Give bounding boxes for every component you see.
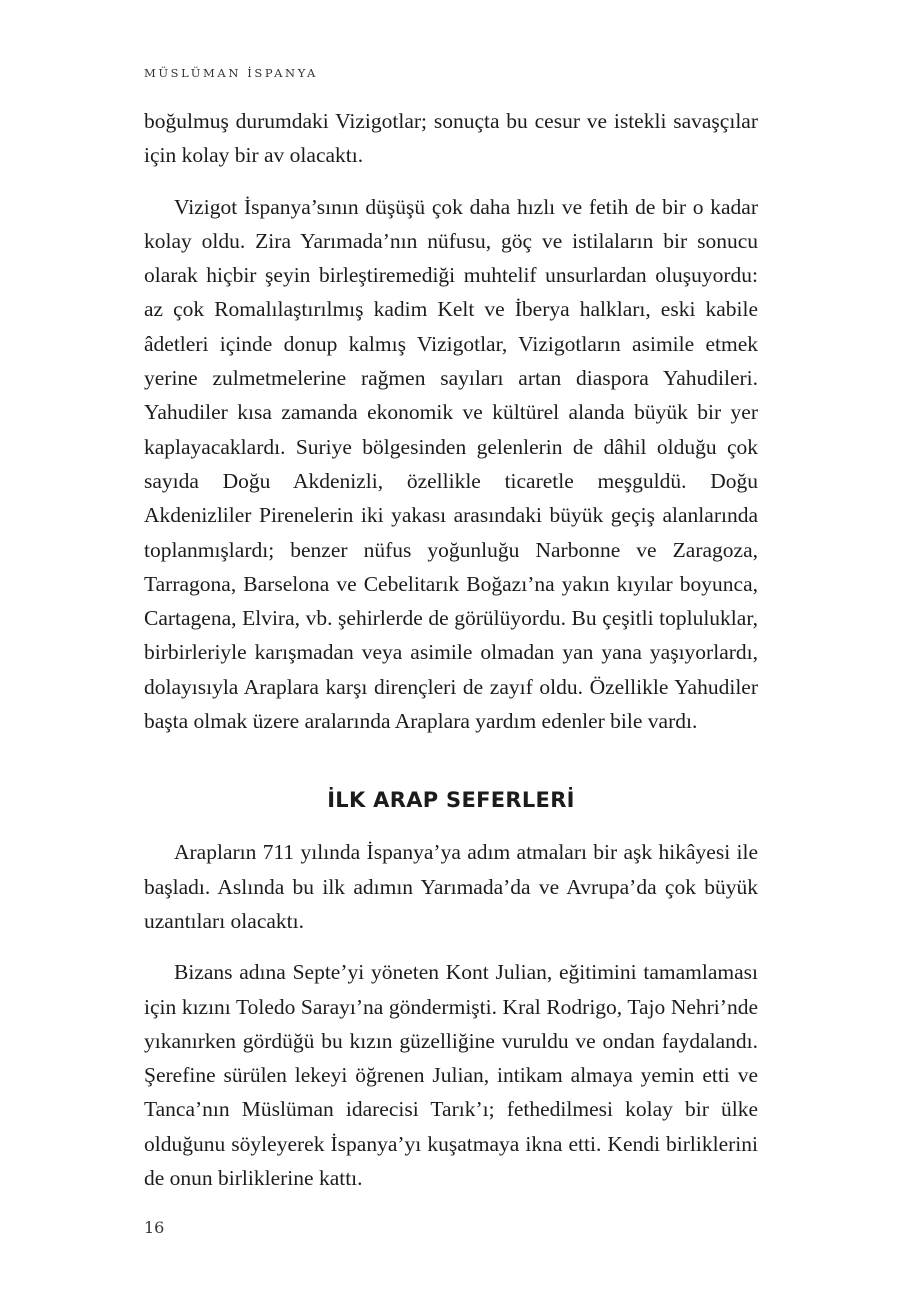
paragraph: Bizans adına Septe’yi yöneten Kont Julian, eğitimini tamamlaması için kızını Toledo Sarayı’na göndermişti. Kral Rodrigo, Tajo Nehri’nde yıkanırken gördüğü bu kızın güzelliğine vuruldu ve ondan faydalandı. Şerefine sürülen lekeyi öğrenen Julian, intikam almaya yemin etti ve Tanca’nın Müslüman idarecisi Tarık’ı; fethedilmesi kolay bir ülke olduğunu söyleyerek İspanya’yı kuşatmaya ikna etti. Kendi birliklerini de onun birliklerine kattı. <box>144 960 758 1191</box>
page-body <box>144 104 758 1195</box>
section-heading: İLK ARAP SEFERLERİ <box>327 788 575 813</box>
page-number: 16 <box>144 1218 165 1237</box>
paragraph-continuation: boğulmuş durumdaki Vizigotlar; sonuçta bu cesur ve istekli savaşçılar için kolay bir av olacaktı. <box>144 109 758 168</box>
paragraph: Vizigot İspanya’sının düşüşü çok daha hızlı ve fetih de bir o kadar kolay oldu. Zira Yarımada’nın nüfusu, göç ve istilaların bir sonucu olarak hiçbir şeyin birleştiremediği muhtelif unsurlardan oluşuyordu: az çok Romalılaştırılmış kadim Kelt ve İberya halkları, eski kabile âdetleri içinde donup kalmış Vizigotlar, Vizigotların asimile etmek yerine zulmetmelerine rağmen sayıları artan diaspora Yahudileri. Yahudiler kısa zamanda ekonomik ve kültürel alanda büyük bir yer kaplayacaklardı. Suriye bölgesinden gelenlerin de dâhil olduğu çok sayıda Doğu Akdenizli, özellikle ticaretle meşguldü. Doğu Akdenizliler Pirenelerin iki yakası arasındaki büyük geçiş alanlarında toplanmışlardı; benzer nüfus yoğunluğu Narbonne ve Zaragoza, Tarragona, Barselona ve Cebelitarık Boğazı’na yakın kıyılar boyunca, Cartagena, Elvira, vb. şehirlerde de görülüyordu. Bu çeşitli topluluklar, birbirleriyle karışmadan veya asimile olmadan yan yana yaşıyorlardı, dolayısıyla Araplara karşı dirençleri de zayıf oldu. Özellikle Yahudiler başta olmak üzere aralarında Araplara yardım edenler bile vardı. <box>144 194 758 734</box>
running-header: MÜSLÜMAN İSPANYA <box>144 66 318 80</box>
paragraph: Arapların 711 yılında İspanya’ya adım atmaları bir aşk hikâyesi ile başladı. Aslında bu ilk adımın Yarımada’da ve Avrupa’da çok büyük uzantıları olacaktı. <box>144 840 758 933</box>
